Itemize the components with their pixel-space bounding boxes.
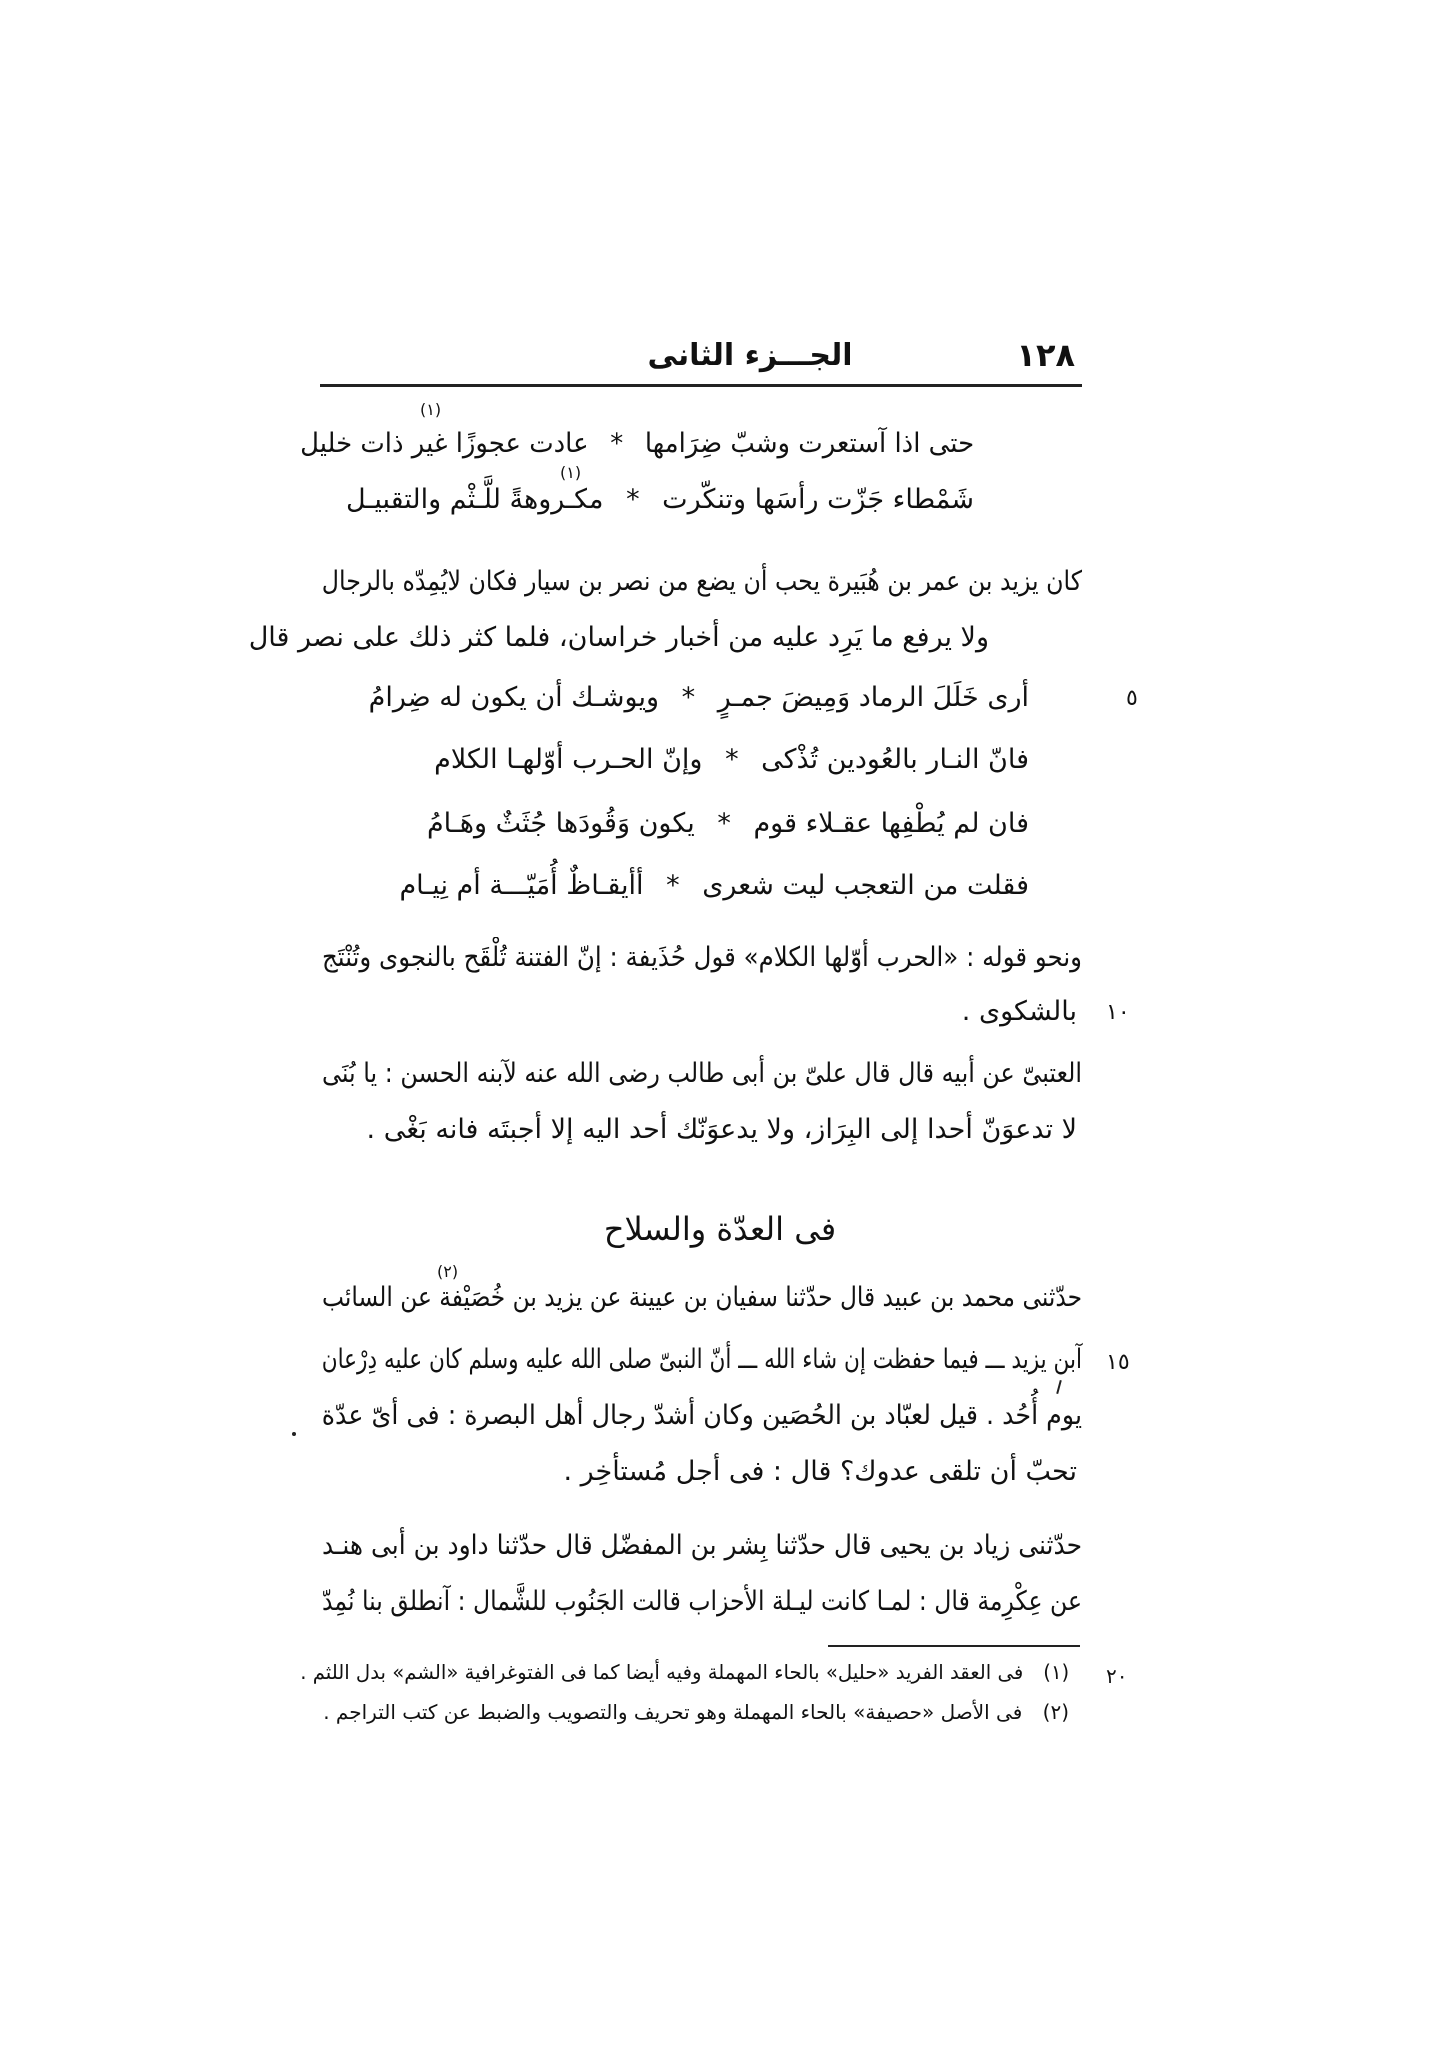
verse-separator: * <box>725 744 739 775</box>
verse-hemistich-first: فانّ النـار بالعُودين تُذْكى <box>761 744 1029 775</box>
line-number-5: ٥ <box>1126 686 1138 711</box>
verse-separator: * <box>666 870 680 901</box>
footnote-ref-1b: (١) <box>560 463 582 482</box>
paragraph-line: آبن يزيد ـــ فيما حفظت إن شاء الله ـــ أنّ النبىّ صلى الله عليه وسلم كان عليه دِرْعان <box>321 1344 1082 1375</box>
footnote-marker: (١) <box>1043 1660 1069 1684</box>
verse-hemistich-first: حتى اذا آستعرت وشبّ ضِرَامها <box>644 428 974 459</box>
footnote-marker: (٢) <box>1042 1700 1069 1724</box>
verse-line <box>427 808 1029 839</box>
verse-line <box>399 870 1029 901</box>
paragraph-line: ونحو قوله : «الحرب أوّلها الكلام» قول حُذَيفة : إنّ الفتنة تُلْقَح بالنجوى وتُنْتَج <box>322 942 1082 973</box>
footnote-ref-1: (١) <box>420 400 442 419</box>
running-title: الجـــزء الثانى <box>647 338 853 373</box>
paragraph-line: ولا يرفع ما يَرِد عليه من أخبار خراسان، فلما كثر ذلك على نصر قال <box>248 622 989 653</box>
section-heading: فى العدّة والسلاح <box>603 1210 837 1248</box>
verse-line <box>300 428 974 459</box>
print-speck <box>292 1432 296 1436</box>
verse-hemistich-second: عادت عجوزًا غير ذات خليل <box>300 428 589 459</box>
print-mark <box>1056 1380 1062 1394</box>
verse-hemistich-first: أرى خَلَلَ الرماد وَمِيضَ جمـرٍ <box>717 682 1029 713</box>
verse-line <box>346 484 974 515</box>
footnote-ref-2: (٢) <box>437 1262 459 1281</box>
verse-separator: * <box>717 808 731 839</box>
footnote-text: فى العقد الفريد «حليل» بالحاء المهملة وفيه أيضا كما فى الفتوغرافية «الشم» بدل اللثم . <box>300 1660 1024 1684</box>
page-number: ١٢٨ <box>1016 336 1075 374</box>
footnote-divider <box>828 1645 1080 1647</box>
line-number-20: ٢٠ <box>1106 1664 1128 1688</box>
verse-hemistich-second: أأيقـاظٌ أُمَيّـــة أم نِيـام <box>399 870 644 901</box>
line-number-15: ١٥ <box>1106 1350 1130 1375</box>
verse-hemistich-first: شَمْطاء جَزّت رأسَها وتنكّرت <box>662 484 974 515</box>
verse-hemistich-second: ويوشـك أن يكون له ضِرامُ <box>368 682 660 713</box>
line-number-10: ١٠ <box>1106 1000 1130 1025</box>
verse-separator: * <box>626 484 640 515</box>
paragraph-line: بالشكوى . <box>961 996 1077 1027</box>
verse-hemistich-first: فان لم يُطْفِها عقـلاء قوم <box>753 808 1029 839</box>
paragraph-line: تحبّ أن تلقى عدوك؟ قال : فى أجل مُستأخِر . <box>563 1456 1077 1487</box>
paragraph-line: عن عِكْرِمة قال : لمـا كانت ليـلة الأحزاب قالت الجَنُوب للشَّمال : آنطلق بنا نُمِدّ <box>322 1586 1082 1617</box>
paragraph-line: حدّثنى محمد بن عبيد قال حدّثنا سفيان بن عيينة عن يزيد بن خُصَيْفة عن السائب <box>322 1282 1082 1313</box>
verse-separator: * <box>610 428 624 459</box>
paragraph-line: العتبىّ عن أبيه قال قال علىّ بن أبى طالب رضى الله عنه لآبنه الحسن : يا بُنَى <box>322 1058 1082 1089</box>
paragraph-line: حدّثنى زياد بن يحيى قال حدّثنا بِشر بن المفضّل قال حدّثنا داود بن أبى هنـد <box>322 1530 1082 1561</box>
footnote <box>323 1700 1069 1724</box>
verse-hemistich-second: مكـروهةً للَّـثْم والتقبيـل <box>345 484 604 515</box>
paragraph-line: كان يزيد بن عمر بن هُبَيرة يحب أن يضع من نصر بن سيار فكان لايُمِدّه بالرجال <box>321 566 1083 597</box>
footnote <box>300 1660 1069 1684</box>
footnote-text: فى الأصل «حصيفة» بالحاء المهملة وهو تحريف والتصويب والضبط عن كتب التراجم . <box>323 1700 1023 1724</box>
verse-separator: * <box>681 682 696 713</box>
verse-line <box>434 744 1029 775</box>
verse-line <box>369 682 1029 713</box>
header-rule <box>320 384 1082 387</box>
paragraph-line: لا تدعوَنّ أحدا إلى البِرَاز، ولا يدعوَنّك أحد اليه إلا أجبتَه فانه بَغْى . <box>366 1114 1077 1145</box>
verse-hemistich-first: فقلت من التعجب ليت شعرى <box>702 870 1029 901</box>
verse-hemistich-second: وإنّ الحـرب أوّلهـا الكلام <box>434 744 703 775</box>
verse-hemistich-second: يكون وَقُودَها جُثَثٌ وهَـامُ <box>426 808 695 839</box>
paragraph-line: يوم أُحُد . قيل لعبّاد بن الحُصَين وكان أشدّ رجال أهل البصرة : فى أىّ عدّة <box>321 1400 1083 1431</box>
